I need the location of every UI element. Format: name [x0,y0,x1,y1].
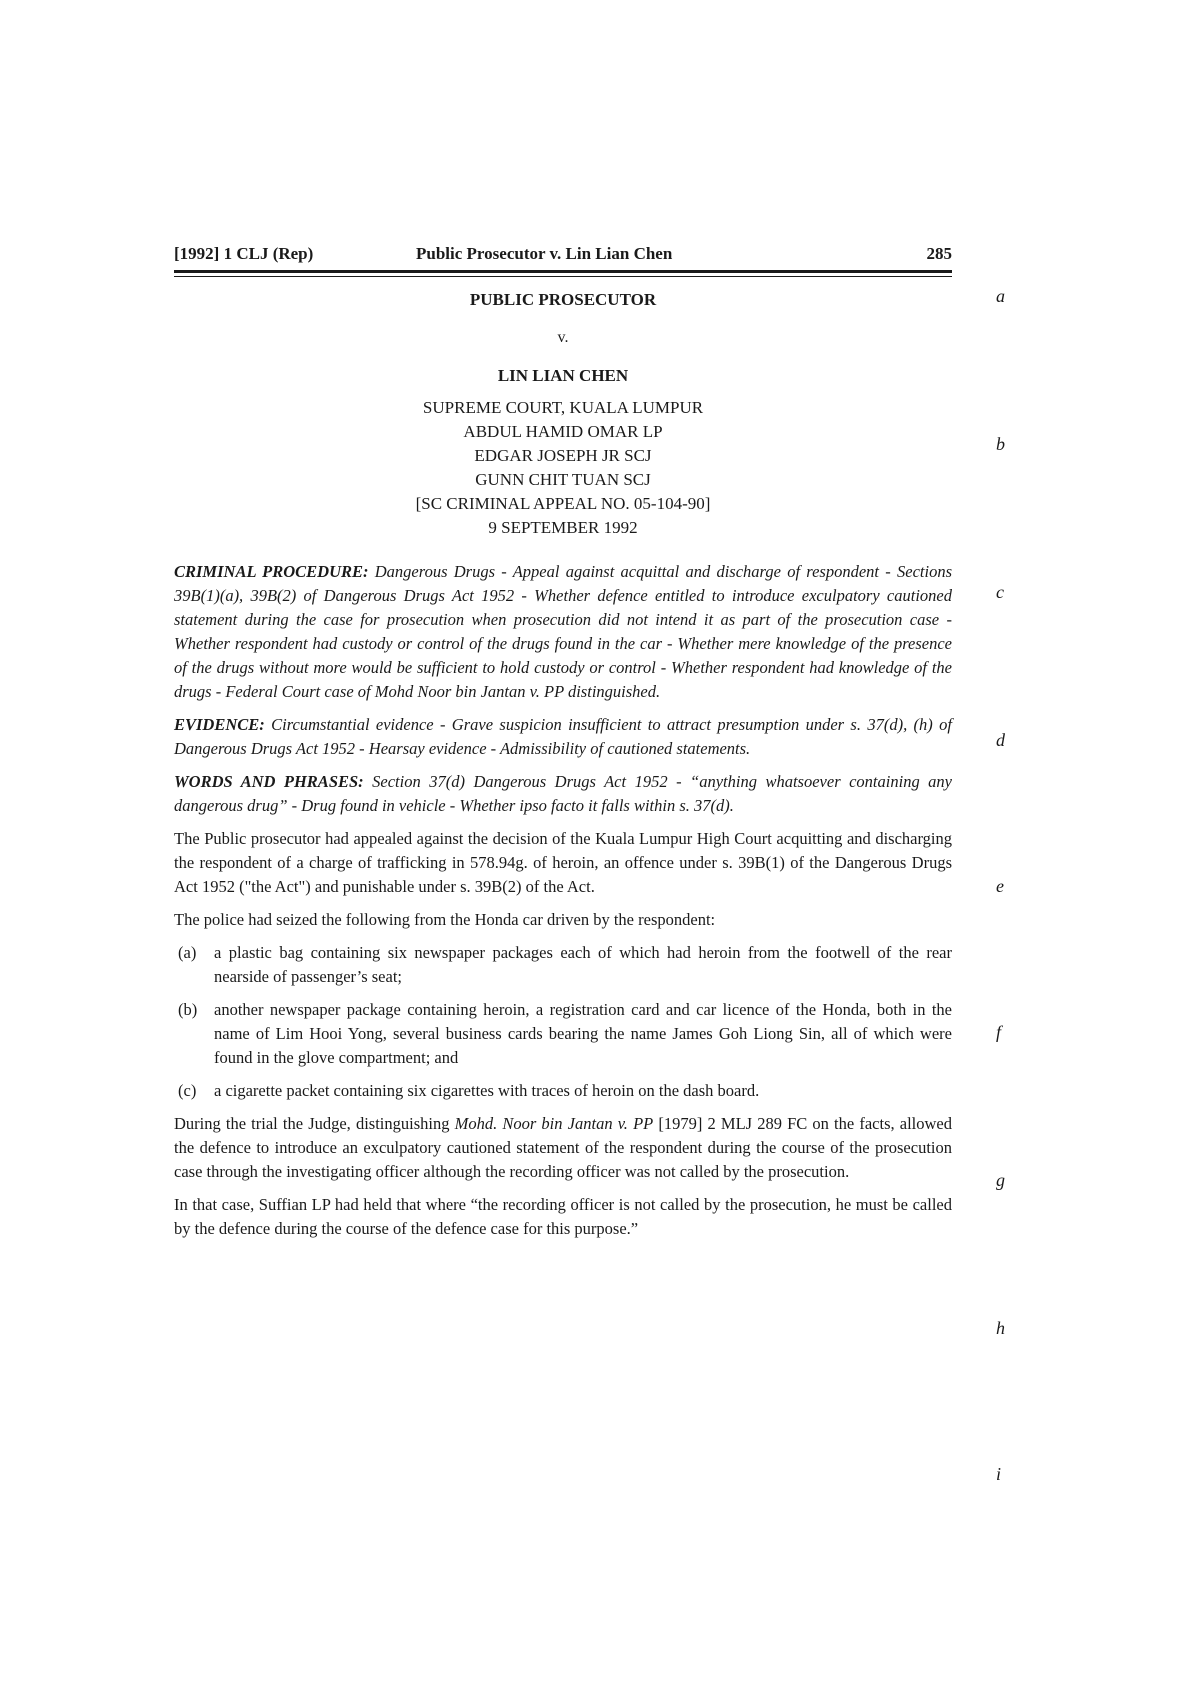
appeal-number: [SC CRIMINAL APPEAL NO. 05-104-90] [415,494,711,513]
list-label: (a) [178,943,197,962]
list-text: another newspaper package containing heroin, a registration card and car licence of the Honda, both in the name of Lim Hooi Yong, several business cards bearing the name James Goh Liong Sin, all of which were found in the glove compartment; and [214,1000,952,1067]
paragraph-seizure: The police had seized the following from the Honda car driven by the respondent: [174,910,716,929]
party-one: PUBLIC PROSECUTOR [469,290,657,309]
margin-letter-d: d [996,730,1005,750]
header-rule-thin [174,276,952,277]
list-label: (b) [178,1000,198,1019]
catchword-text: Dangerous Drugs - Appeal against acquittal and discharge of respondent - Sections 39B(1)(a), 39B(2) of Dangerous Drugs Act 1952 - Whether defence entitled to introduce exculpatory cautioned statement during the case for prosecution when prosecution did not intend it as part of the prosecution case - Whether respondent had custody or control of the drugs found in the car - Whether mere knowledge of the presence of the drugs without more would be sufficient to hold custody or control - Whether respondent had knowledge of the drugs - Federal Court case of Mohd Noor bin Jantan v. PP distinguished. [174,562,952,701]
text-run: During the trial the Judge, distinguishing [174,1114,455,1133]
margin-letter-h: h [996,1318,1005,1338]
list-text: a cigarette packet containing six cigarettes with traces of heroin on the dash board. [214,1081,760,1100]
party-two: LIN LIAN CHEN [497,366,629,385]
running-header [174,240,952,266]
header-rule [174,270,952,273]
list-item [174,941,952,989]
catchword-heading: WORDS AND PHRASES: [174,772,364,791]
margin-letter-f: f [996,1022,1002,1042]
judge-2: EDGAR JOSEPH JR SCJ [474,446,652,465]
margin-letter-c: c [996,582,1004,602]
list-item [174,998,952,1070]
list-item [174,1079,952,1103]
catchword-text: Section 37(d) Dangerous Drugs Act 1952 - “anything whatsoever containing any dangerous drug” - Drug found in vehicle - Whether ipso facto it falls within s. 37(d). [174,772,953,815]
court-block [174,396,952,540]
judge-1: ABDUL HAMID OMAR LP [463,422,663,441]
catchword-text: Circumstantial evidence - Grave suspicion insufficient to attract presumption under s. 37(d), (h) of Dangerous Drugs Act 1952 - Hearsay evidence - Admissibility of cautioned statements. [174,715,952,758]
margin-letter-g: g [996,1170,1005,1190]
document-body [174,288,952,1250]
text-run: [1979] 2 MLJ 289 FC on the facts, allowed the defence to introduce an exculpatory cautioned statement of the respondent during the course of the prosecution case through the investigating officer although the recording officer was not called by the prosecution. [174,1114,952,1181]
margin-letter-b: b [996,434,1005,454]
catchword-evidence [174,713,952,761]
margin-letter-i: i [996,1464,1002,1484]
list-text: a plastic bag containing six newspaper packages each of which had heroin from the footwell of the rear nearside of passenger’s seat; [214,943,952,986]
case-citation: Mohd. Noor bin Jantan v. PP [454,1114,654,1133]
citation: [1992] 1 CLJ (Rep) [174,244,314,263]
catchword-words-and-phrases [174,770,952,818]
judge-3: GUNN CHIT TUAN SCJ [475,470,651,489]
versus: v. [557,329,569,346]
paragraph-appeal: The Public prosecutor had appealed against the decision of the Kuala Lumpur High Court acquitting and discharging the respondent of a charge of trafficking in 578.94g. of heroin, an offence under s. 39B(1) of the Dangerous Drugs Act 1952 ("the Act") and punishable under s. 39B(2) of the Act. [174,829,952,896]
paragraph-suffian: In that case, Suffian LP had held that where “the recording officer is not called by the prosecution, he must be called by the defence during the course of the defence case for this purpose.” [174,1195,952,1238]
list-label: (c) [178,1081,197,1100]
page-number: 285 [926,244,952,263]
margin-letter-e: e [996,876,1004,896]
paragraph-trial [174,1112,952,1184]
catchword-criminal-procedure [174,560,952,704]
catchword-heading: CRIMINAL PROCEDURE: [174,562,369,581]
court-name: SUPREME COURT, KUALA LUMPUR [422,398,704,417]
margin-letter-a: a [996,286,1005,306]
catchword-heading: EVIDENCE: [174,715,265,734]
judgment-date: 9 SEPTEMBER 1992 [488,518,638,537]
running-title: Public Prosecutor v. Lin Lian Chen [416,244,673,263]
